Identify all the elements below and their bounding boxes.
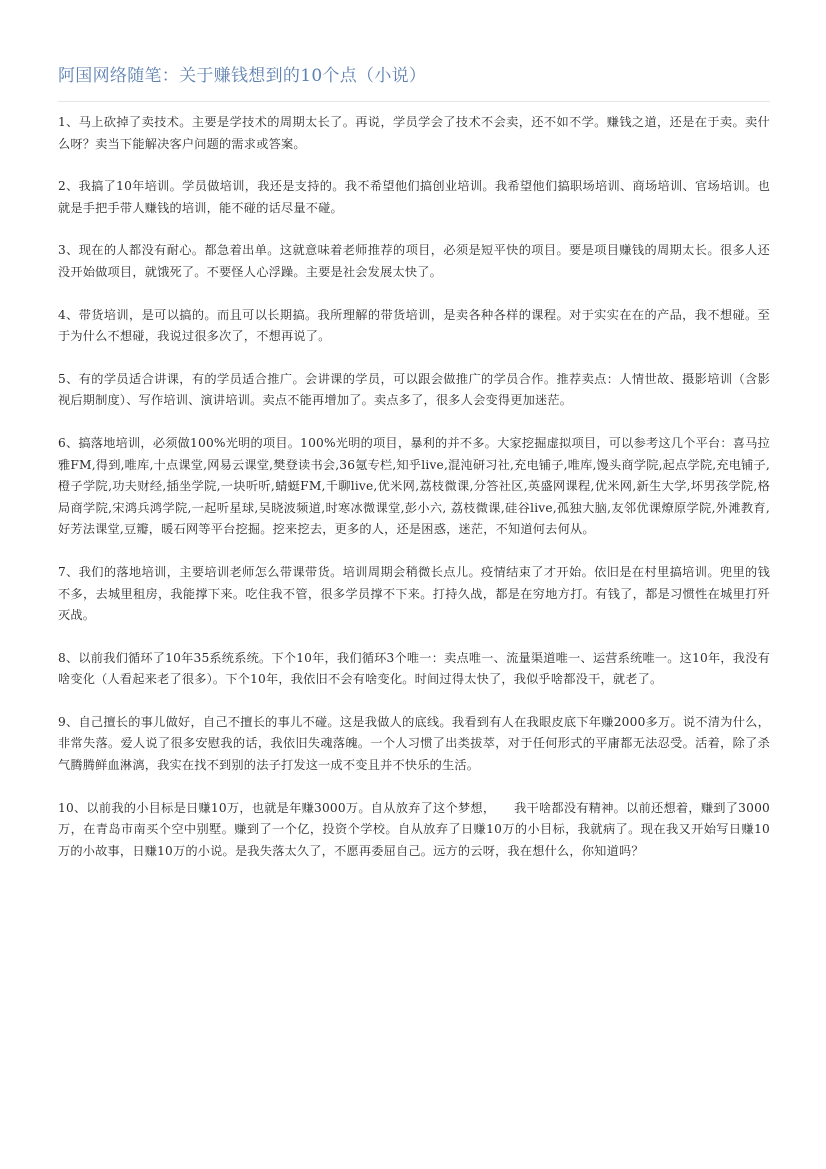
page-title: 阿国网络随笔：关于赚钱想到的10个点（小说） (58, 58, 770, 102)
paragraph-10: 10、以前我的小目标是日赚10万，也就是年赚3000万。自从放弃了这个梦想， 我干啥都没有精神。以前还想着，赚到了3000万，在青岛市南买个空中别墅。赚到了一个亿，投资个学校。自从放弃了日赚10万的小目标，我就病了。现在我又开始写日赚10万的小故事，日赚10万的小说。是我失落太久了，不愿再委屈自己。远方的云呀，我在想什么，你知道吗？ (58, 800, 770, 858)
paragraph-1: 1、马上砍掉了卖技术。主要是学技术的周期太长了。再说，学员学会了技术不会卖，还不如不学。赚钱之道，还是在于卖。卖什么呀？卖当下能解决客户问题的需求或答案。 (58, 115, 770, 151)
paragraph-7: 7、我们的落地培训，主要培训老师怎么带课带货。培训周期会稍微长点儿。疫情结束了才开始。依旧是在村里搞培训。兜里的钱不多，去城里租房，我能撑下来。吃住我不管，很多学员撑不下来。打持久战，都是在穷地方打。有钱了，都是习惯性在城里打歼灭战。 (58, 564, 770, 623)
paragraph-8: 8、以前我们循环了10年35系统系统。下个10年，我们循环3个唯一：卖点唯一、流量渠道唯一、运营系统唯一。这10年，我没有啥变化（人看起来老了很多）。下个10年，我依旧不会有啥变化。时间过得太快了，我似乎啥都没干，就老了。 (58, 650, 770, 687)
paragraph-3: 3、现在的人都没有耐心。都急着出单。这就意味着老师推荐的项目，必须是短平快的项目。要是项目赚钱的周期太长。很多人还没开始做项目，就饿死了。不要怪人心浮躁。主要是社会发展太快了。 (58, 243, 770, 279)
paragraph-9: 9、自己擅长的事儿做好，自己不擅长的事儿不碰。这是我做人的底线。我看到有人在我眼皮底下年赚2000多万。说不清为什么，非常失落。爱人说了很多安慰我的话，我依旧失魂落魄。一个人习惯了出类拔萃，对于任何形式的平庸都无法忍受。活着，除了杀气腾腾鲜血淋漓，我实在找不到别的法子打发这一成不变且并不快乐的生活。 (58, 714, 770, 773)
paragraph-2: 2、我搞了10年培训。学员做培训，我还是支持的。我不希望他们搞创业培训。我希望他们搞职场培训、商场培训、官场培训。也就是手把手带人赚钱的培训，能不碰的话尽量不碰。 (58, 179, 770, 215)
paragraph-6: 6、搞落地培训，必须做100%光明的项目。100%光明的项目，暴利的并不多。大家挖掘虚拟项目，可以参考这几个平台：喜马拉雅FM,得到,唯库,十点课堂,网易云课堂,樊登读书会,36氪专栏,知乎live,混沌研习社,充电铺子,唯库,馒头商学院,起点学院,充电铺子,橙子学院,功夫财经,插坐学院,一块听听,蜻蜓FM,千聊live,优米网,荔枝微课,分答社区,英盛网课程,优米网,新生大学,坏男孩学院,格局商学院,宋鸿兵鸿学院,一起听星球,吴晓波频道,时寒冰微课堂,彭小六, 荔枝微课,硅谷live,孤独大脑,友邻优课燎原学院,外滩教育,好芳法课堂,豆瓣，暖石网等平台挖掘。挖来挖去，更多的人，还是困惑，迷茫，不知道何去何从。 (58, 435, 770, 537)
paragraph-5: 5、有的学员适合讲课，有的学员适合推广。会讲课的学员，可以跟会做推广的学员合作。推荐卖点：人情世故、摄影培训（含影视后期制度）、写作培训、演讲培训。卖点不能再增加了。卖点多了，很多人会变得更加迷茫。 (58, 371, 770, 408)
paragraph-4: 4、带货培训，是可以搞的。而且可以长期搞。我所理解的带货培训，是卖各种各样的课程。对于实实在在的产品，我不想碰。至于为什么不想碰，我说过很多次了，不想再说了。 (58, 307, 770, 344)
article-body (58, 112, 770, 862)
document-page (58, 58, 770, 883)
